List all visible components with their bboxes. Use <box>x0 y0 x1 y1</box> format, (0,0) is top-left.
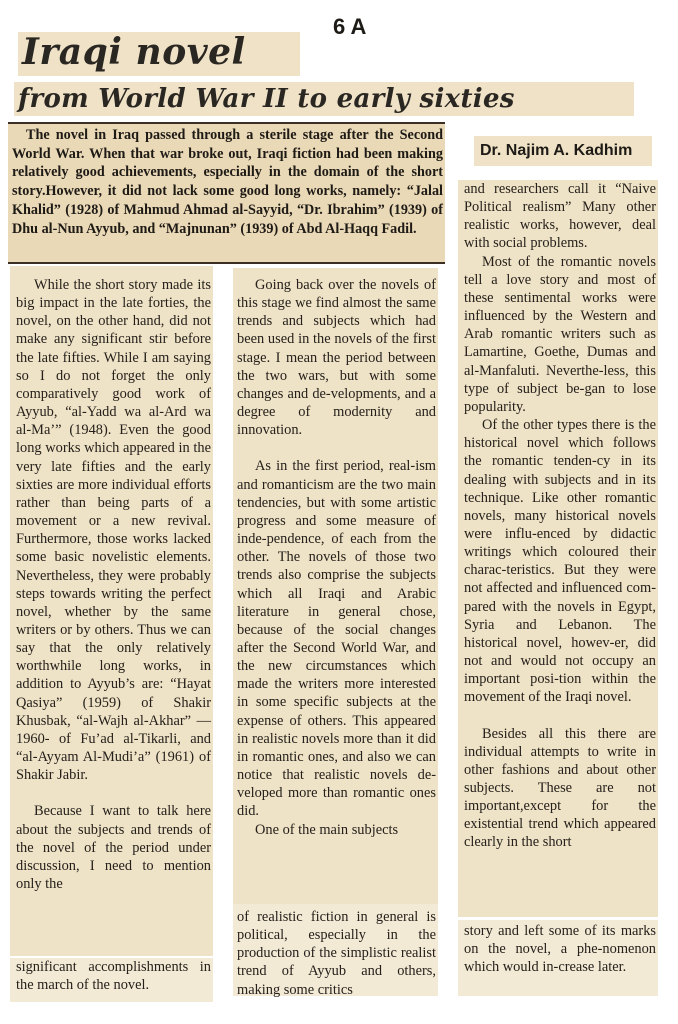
column-2 <box>233 268 438 904</box>
col1-paragraph-2: Because I want to talk here about the subjects and trends of the novel of the period under discussion, I need to mention only the <box>16 803 211 892</box>
col3-paragraph-3-cont: story and left some of its marks on the novel, a phe-nomenon which would in-crease later. <box>464 923 656 976</box>
col3-paragraph-3: Besides all this there are individual attempts to write in other fashions and about other subjects. These are not important,except for the existential trend which appeared clearly in the short <box>464 725 656 851</box>
col1-paragraph-1: While the short story made its big impact in the late forties, the novel, on the other hand, did not make any significant stir before the late fifties. While I am saying so I do not forget the only comparatively good work of Ayyub, “al-Yadd wa al-Ard wa al-Ma’” (1948). Even the good long works which appeared in the very late fifties and the early sixties are more individual efforts rather than being parts of a movement or a new revival. Furthermore, those works lacked some basic novelistic elements. Nevertheless, they were probably steps towards writing the perfect novel, whether by the same writers or by others. Thus we can say that the only relatively worthwhile long works, in addition to Ayyub’s are: “Hayat Qasiya” (1959) of Shakir Khusbak, “al-Wajh al-Akhar” — 1960- of Fu’ad al-Tikarli, and “al-Ayyam Al-Mudi’a” (1961) of Shakir Jabir. <box>16 277 211 784</box>
page-number-label: 6 A <box>333 14 367 39</box>
author-byline: Dr. Najim A. Kadhim <box>474 136 652 166</box>
col3-paragraph-2: Of the other types there is the historical novel which follows the romantic tenden-cy in its dealing with subjects and in its technique. Like other romantic novels, many historical novels were influ-enced by didactic writings which coloured their charac-teristics. But they were not affected and influenced com-pared with the novels in Egypt, Syria and Lebanon. The historical novel, howev-er, did not and would not occupy an important posi-tion within the movement of the Iraqi novel. <box>464 417 656 706</box>
column-1 <box>10 266 213 956</box>
article-title-line-2: from World War II to early sixties <box>14 82 634 116</box>
article-title-line-1: Iraqi novel <box>18 32 300 76</box>
column-1-continuation <box>10 958 213 1002</box>
intro-text: The novel in Iraq passed through a sterile stage after the Second World War. When that war broke out, Iraqi fiction had been making relatively good achievements, especially in the domain of the short story.However, it did not lack some good long works, namely: “Jalal Khalid” (1928) of Mahmud Ahmad al-Sayyid, “Dr. Ibrahim” (1939) of Dhu al-Nun Ayyub, and “Majnunan” (1939) of Abd Al-Haqq Fadil. <box>12 127 443 237</box>
col3-paragraph-1: Most of the romantic novels tell a love story and most of these sentimental works were influenced by the Western and Arab romantic writers such as Lamartine, Goethe, Dumas and al-Manfaluti. Neverthe-less, this type of subject be-gan to lose popularity. <box>464 253 656 415</box>
intro-paragraph <box>8 122 445 264</box>
col2-paragraph-2: As in the first period, real-ism and romanticism are the two main tendencies, but with some artistic progress and some measure of inde-pendence, of each from the other. The novels of those two trends also comprise the subjects which all Iraqi and Arabic literature in general chose, because of the social changes after the Second World War, and the new circumstances which made the writers more interested in some specific subjects at the expense of others. This appeared in realistic novels more than it did in romantic ones, and also we can notice that realistic novels de-veloped more than romantic ones did. <box>237 458 436 820</box>
col2-paragraph-3-cont: of realistic fiction in general is political, especially in the production of the simplistic realist trend of Ayyub and others, making some critics <box>237 909 436 998</box>
column-2-continuation <box>233 904 438 996</box>
col1-paragraph-2-cont: significant accomplishments in the march of the novel. <box>16 959 211 994</box>
col2-paragraph-1: Going back over the novels of this stage we find almost the same trends and subjects which had been used in the novels of the first stage. I mean the period between the two wars, but with some changes and de-velopments, and a degree of modernity and innovation. <box>237 277 436 439</box>
col3-paragraph-0: and researchers call it “Naive Political realism” Many other realistic works, however, deal with social problems. <box>464 181 656 252</box>
column-3 <box>458 180 658 917</box>
column-3-continuation <box>458 920 658 996</box>
col2-paragraph-3: One of the main subjects <box>255 821 399 838</box>
